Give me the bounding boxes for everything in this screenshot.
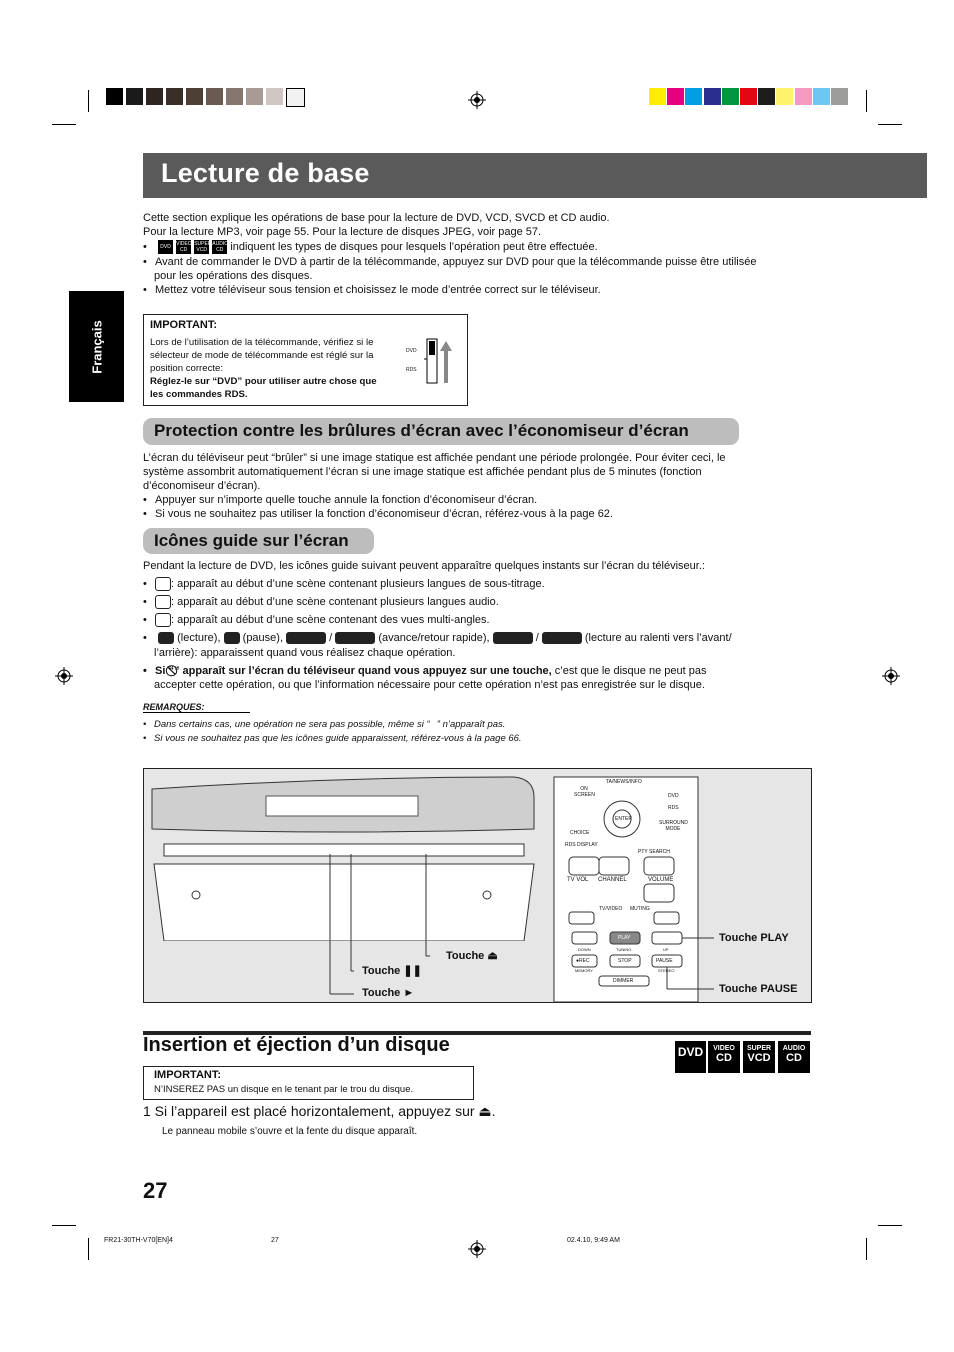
remote-tv-vol-label: TV VOL [567, 877, 589, 883]
section-heading: Insertion et éjection d’un disque [143, 1034, 450, 1056]
color-swatch [649, 88, 666, 105]
color-swatch [106, 88, 123, 105]
remote-stop-button: STOP [618, 958, 632, 964]
fast-forward-icon [286, 632, 326, 644]
intro-line: Pour la lecture MP3, voir page 55. Pour la lecture de disques JPEG, voir page 57. [143, 226, 542, 238]
remote-rec-button: ●REC [576, 958, 590, 964]
intro-bullet-text: indiquent les types de disques pour lesquels l’opération peut être effectuée. [230, 241, 598, 253]
footer-file: FR21-30TH-V70[EN]4 [104, 1237, 173, 1244]
touche-eject-label: Touche ⏏ [446, 950, 498, 962]
remote-pause-button: PAUSE [656, 958, 673, 964]
remote-ta-news-label: TA/NEWS/INFO [606, 779, 642, 785]
remote-volume-label: VOLUME [648, 877, 674, 883]
section2-text: Pendant la lecture de DVD, les icônes guide suivant peuvent apparaître quelques instants sur l’écran du téléviseur.: • : apparaît au début d’une scène contenant plusieurs langues de sous-titrage. • : apparaît au début d’une scène contenant plusieurs langues audio. • : apparaît au début d’une scène contenant des vues multi-angles. • (lecture), (pause), / (avance/retour rapide), / (lecture au ralenti vers l’avant/ l’arrière): apparaissent quand vous réalisez chaque opération. • Si “” apparaît sur l’écran du téléviseur quand vous appuyez sur une touche, c’est que le disque ne peut pas accepter cette opération, ou que l’information nécessaire pour cette opération n’est pas enregistrée sur le disque. [143, 560, 732, 691]
video-cd-badge: VIDEO CD [708, 1041, 740, 1073]
remote-play-button: PLAY [618, 935, 631, 941]
super-vcd-badge-icon: SUPER VCD [194, 241, 212, 254]
registration-mark-icon [468, 91, 486, 109]
remote-memory-label: MEMORY [575, 968, 593, 973]
remote-pty-search-label: PTY SEARCH [638, 849, 670, 855]
remote-up-label: UP [663, 947, 669, 952]
figure-panel [143, 768, 812, 1003]
footer-page: 27 [271, 1237, 279, 1244]
color-swatch [795, 88, 812, 105]
remote-channel-label: CHANNEL [598, 877, 627, 883]
switch-dvd-label: DVD [406, 348, 417, 354]
remote-rds-display-label: RDS DISPLAY [565, 842, 598, 848]
crop-mark [52, 1225, 76, 1226]
remote-down-label: DOWN [578, 947, 591, 952]
registration-mark-icon [468, 1240, 486, 1258]
important-heading: IMPORTANT: [154, 1069, 222, 1081]
page-title-bar [143, 153, 927, 198]
pause-icon [224, 632, 240, 644]
step-1: 1 Si l’appareil est placé horizontalement, appuyez sur ⏏. [143, 1103, 496, 1119]
color-swatch [776, 88, 793, 105]
color-swatch [226, 88, 243, 105]
color-swatch [813, 88, 830, 105]
color-swatch [166, 88, 183, 105]
color-swatch [126, 88, 143, 105]
slow-reverse-icon [542, 632, 582, 644]
dvd-badge: DVD [675, 1041, 706, 1073]
crop-mark [878, 124, 902, 125]
remote-enter-label: ENTER [615, 816, 632, 822]
color-swatch [831, 88, 848, 105]
crop-mark [52, 124, 76, 125]
footer-date: 02.4.10, 9:49 AM [567, 1237, 620, 1244]
subtitle-icon [155, 577, 171, 591]
audio-cd-badge: AUDIO CD [778, 1041, 810, 1073]
remarks-list: • Dans certains cas, une opération ne sera pas possible, même si “” n’apparaît pas. • Si vous ne souhaitez pas que les icônes guide apparaissent, référez-vous à la page 66. [143, 719, 522, 744]
color-swatch [246, 88, 263, 105]
color-swatch [286, 88, 305, 107]
color-swatch [206, 88, 223, 105]
crop-mark [88, 90, 89, 112]
super-vcd-badge: SUPER VCD [743, 1041, 775, 1073]
color-swatch [758, 88, 775, 105]
color-swatch [722, 88, 739, 105]
crop-mark [88, 1238, 89, 1260]
remote-stereo-label: STEREO [658, 968, 675, 973]
registration-mark-icon [882, 667, 900, 685]
intro-bullet: • DVD VIDEO CD SUPER VCD AUDIO CD indiquent les types de disques pour lesquels l’opération peut être effectuée. [143, 241, 598, 254]
crop-mark [866, 90, 867, 112]
remote-tv-video-label: TV/VIDEO [599, 906, 623, 912]
remarks-heading: REMARQUES: [143, 702, 250, 713]
audio-language-icon [155, 595, 171, 609]
audio-cd-badge-icon: AUDIO CD [212, 241, 229, 254]
intro-bullet: • Avant de commander le DVD à partir de la télécommande, appuyez sur DVD pour que la télécommande puisse être utilisée [143, 256, 757, 269]
color-swatch [146, 88, 163, 105]
touche-pause-remote-label: Touche PAUSE [719, 983, 798, 995]
section-heading: Protection contre les brûlures d’écran avec l’économiseur d’écran [154, 421, 689, 440]
language-tab-label: Français [89, 319, 104, 374]
important-heading: IMPORTANT: [150, 319, 218, 331]
important-box [143, 314, 468, 406]
remote-tuning-label: TUNING [616, 947, 632, 952]
remote-choice-label: CHOICE [570, 830, 590, 836]
language-tab [69, 291, 124, 402]
dvd-badge-icon: DVD [158, 240, 173, 254]
video-cd-badge-icon: VIDEO CD [176, 241, 192, 254]
color-swatch [685, 88, 702, 105]
touche-play-remote-label: Touche PLAY [719, 932, 789, 944]
remote-muting-label: MUTING [630, 906, 650, 912]
remote-dimmer-button: DIMMER [613, 978, 634, 984]
important-text: N’INSEREZ PAS un disque en le tenant par le trou du disque. [154, 1084, 414, 1095]
fast-reverse-icon [335, 632, 375, 644]
step-1-sub: Le panneau mobile s’ouvre et la fente du disque apparaît. [162, 1126, 418, 1137]
slow-forward-icon [493, 632, 533, 644]
touche-play-label: Touche ► [362, 987, 415, 999]
section1-text: L’écran du téléviseur peut “brûler” si une image statique est affichée pendant une période prolongée. Pour éviter ceci, le système assombrit automatiquement l’écran si une image statique est affichée pendant plus de 5 minutes (fonction d’économiseur d’écran). • Appuyer sur n’importe quelle touche annule la fonction d’économiseur d’écran. • Si vous ne souhaitez pas utiliser la fonction d’économiseur d’écran, référez-vous à la page 62. [143, 452, 726, 520]
remote-surround-label: SURROUND MODE [659, 820, 688, 832]
unit-illustration [144, 769, 811, 1002]
page-title: Lecture de base [161, 158, 370, 188]
important-text: Lors de l’utilisation de la télécommande, vérifiez si le sélecteur de mode de télécommande est réglé sur la position correcte: Réglez-le sur “DVD” pour utiliser autre chose que les commandes RDS. [150, 337, 377, 400]
intro-text [143, 211, 823, 297]
switch-rds-label: RDS [406, 367, 417, 373]
registration-mark-icon [55, 667, 73, 685]
color-swatch [186, 88, 203, 105]
section-heading-bar [143, 528, 374, 554]
important-box [143, 1066, 474, 1100]
play-icon [158, 632, 174, 644]
section-heading: Icônes guide sur l’écran [154, 531, 349, 550]
remote-on-screen-label: ON SCREEN [574, 786, 595, 798]
touche-pause-label: Touche ❚❚ [362, 965, 422, 977]
color-swatch [740, 88, 757, 105]
section-heading-bar [143, 418, 739, 445]
intro-line: Cette section explique les opérations de base pour la lecture de DVD, VCD, SVCD et CD audio. [143, 212, 610, 224]
remote-rds-label: RDS [668, 805, 679, 811]
angle-icon [155, 613, 171, 627]
color-swatch [266, 88, 283, 105]
color-swatch [667, 88, 684, 105]
intro-bullet: • Mettez votre téléviseur sous tension et choisissez le mode d’entrée correct sur le téléviseur. [143, 284, 601, 297]
color-swatch [704, 88, 721, 105]
crop-mark [866, 1238, 867, 1260]
mode-selector-switch-icon [424, 337, 460, 387]
intro-bullet-cont: pour les opérations des disques. [154, 270, 313, 283]
remote-dvd-label: DVD [668, 793, 679, 799]
crop-mark [878, 1225, 902, 1226]
page-number: 27 [143, 1178, 168, 1203]
